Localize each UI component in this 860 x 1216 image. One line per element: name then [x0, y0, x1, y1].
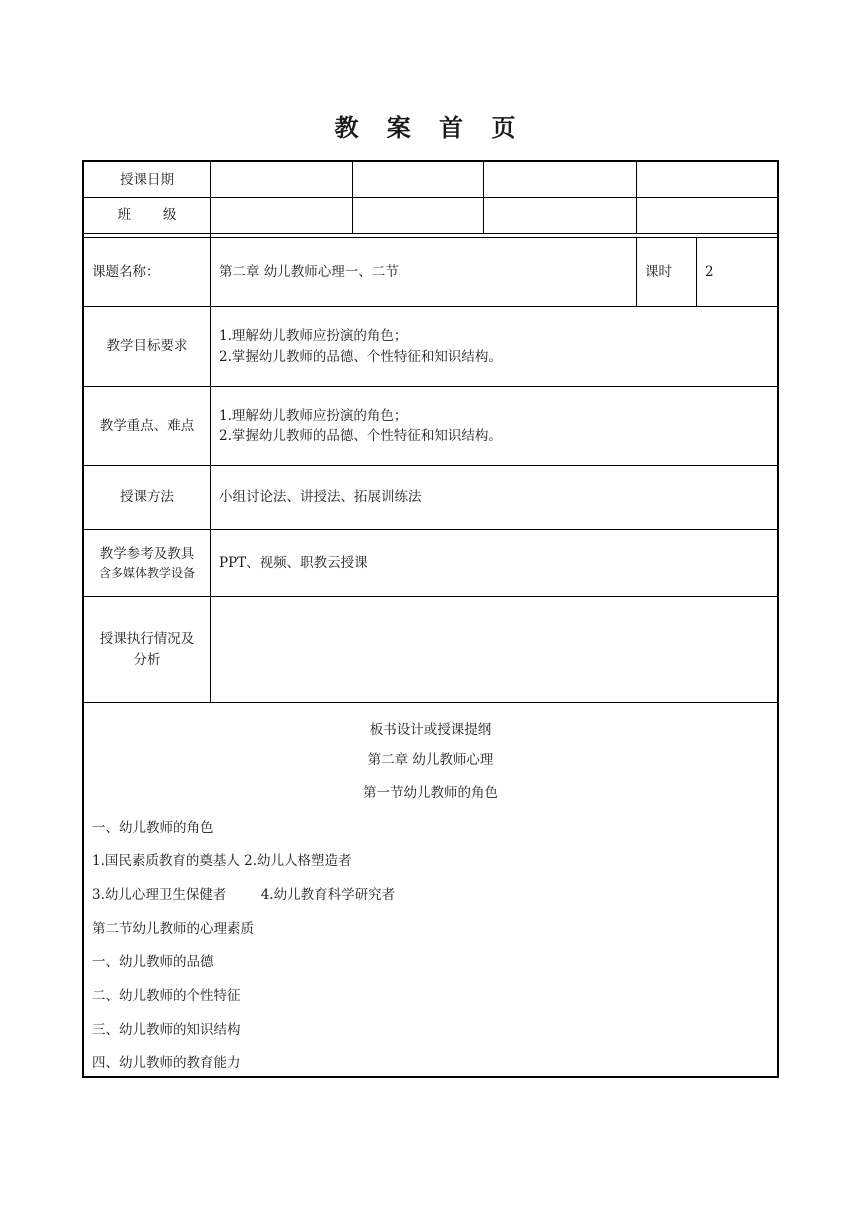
- outline-section-1: 第一节幼儿教师的角色: [363, 785, 498, 801]
- topic-label: 课题名称：: [92, 263, 160, 280]
- key-points-value: [211, 387, 777, 465]
- outline-line: 一、幼儿教师的品德: [92, 954, 214, 970]
- lesson-plan-form: [82, 160, 779, 1078]
- outline-line: 三、幼儿教师的知识结构: [92, 1022, 241, 1038]
- date-field-2[interactable]: [353, 162, 483, 197]
- execution-label: [84, 597, 210, 702]
- execution-label-line-2: 分析: [133, 651, 161, 668]
- divider: [84, 233, 777, 234]
- outline-chapter: 第二章 幼儿教师心理: [367, 752, 494, 768]
- class-label-b: 级: [163, 207, 177, 224]
- class-label: [84, 198, 210, 233]
- outline-line: 一、幼儿教师的角色: [92, 820, 214, 836]
- objectives-line-1: 1.理解幼儿教师应扮演的角色；: [219, 328, 408, 345]
- key-points-label: 教学重点、难点: [99, 417, 195, 434]
- divider: [84, 702, 777, 703]
- key-points-line-1: 1.理解幼儿教师应扮演的角色；: [219, 407, 408, 424]
- class-field-1[interactable]: [211, 198, 352, 233]
- hours-value: 2: [705, 263, 714, 280]
- class-field-4[interactable]: [637, 198, 777, 233]
- references-value: PPT、视频、职教云授课: [219, 554, 368, 571]
- outline-line: 3.幼儿心理卫生保健者 4.幼儿教育科学研究者: [92, 887, 396, 903]
- objectives-line-2: 2.掌握幼儿教师的品德、个性特征和知识结构。: [219, 348, 502, 365]
- execution-label-line-1: 授课执行情况及: [99, 631, 195, 648]
- objectives-value: [211, 307, 777, 386]
- references-label: [84, 530, 210, 596]
- references-label-main: 教学参考及教具: [99, 545, 195, 562]
- date-field-1[interactable]: [211, 162, 352, 197]
- references-label-sub: 含多媒体教学设备: [98, 566, 195, 581]
- class-label-a: 班: [117, 207, 131, 224]
- method-label: 授课方法: [120, 489, 174, 506]
- date-field-4[interactable]: [637, 162, 777, 197]
- outline-line: 第二节幼儿教师的心理素质: [92, 921, 254, 937]
- date-field-3[interactable]: [484, 162, 636, 197]
- execution-value[interactable]: [211, 597, 777, 702]
- outline-line: 四、幼儿教师的教育能力: [92, 1055, 241, 1071]
- page-title: 教 案 首 页: [334, 114, 526, 142]
- hours-label: 课时: [645, 263, 672, 280]
- class-field-3[interactable]: [484, 198, 636, 233]
- topic-value: 第二章 幼儿教师心理一、二节: [219, 263, 399, 280]
- key-points-line-2: 2.掌握幼儿教师的品德、个性特征和知识结构。: [219, 428, 502, 444]
- date-label: 授课日期: [120, 171, 174, 188]
- outline-line: 1.国民素质教育的奠基人 2.幼儿人格塑造者: [92, 853, 352, 869]
- outline-line: 二、幼儿教师的个性特征: [92, 988, 241, 1004]
- class-field-2[interactable]: [353, 198, 483, 233]
- objectives-label: 教学目标要求: [106, 338, 188, 355]
- method-value: 小组讨论法、讲授法、拓展训练法: [219, 489, 422, 506]
- outline-heading: 板书设计或授课提纲: [369, 722, 492, 738]
